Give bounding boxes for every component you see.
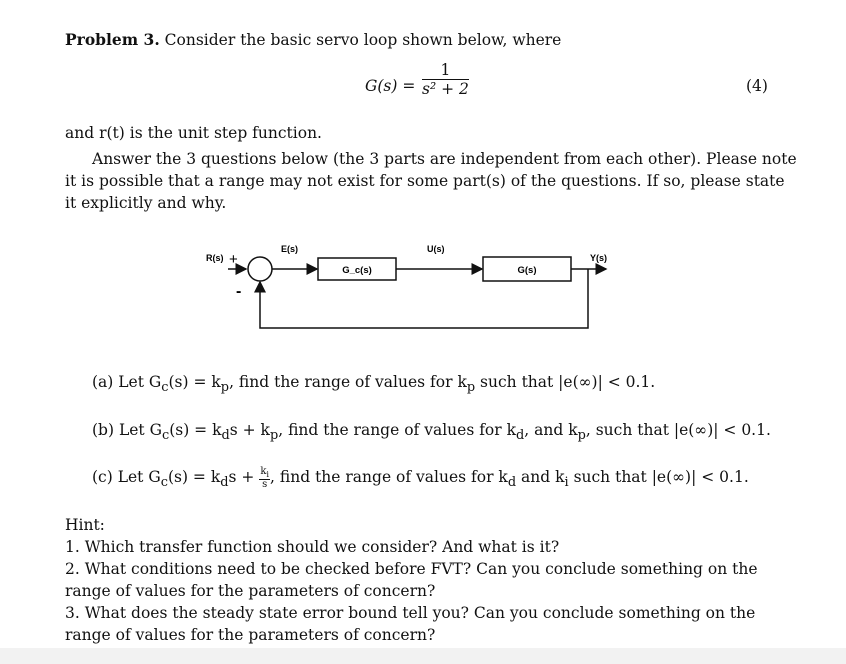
paragraph-line-3: it is possible that a range may not exist for some part(s) of the questions. If so, please state <box>65 172 785 190</box>
summing-junction <box>248 257 272 281</box>
minus-sign: - <box>236 283 242 300</box>
control-label: U(s) <box>427 244 445 254</box>
equation-numerator: 1 <box>422 61 469 80</box>
hint-line-3: range of values for the parameters of concern? <box>65 582 436 600</box>
ki-over-s-fraction: $\frac{k_i}{s}$ <box>260 465 270 490</box>
plant-label: G(s) <box>517 265 537 276</box>
question-a: (a) Let $G_c(s) = k_p$, find the range of values for $k_p$ such that |e(∞)| < 0.1. <box>92 373 656 396</box>
paragraph-line-4: it explicitly and why. <box>65 194 227 212</box>
input-label: R(s) <box>206 253 224 263</box>
question-b: (b) Let $G_c(s) = k_ds + k_p$, find the range of values for $k_d$, and $k_p$, such that |e(∞)| < 0.1. <box>92 421 771 444</box>
output-label: Y(s) <box>590 253 608 263</box>
question-c: (c) Let $G_c(s) = k_ds$ + $\frac{k_i}{s}$ , find the range of values for $k_d$ and $k_i$ such that |e(∞)| < 0.1. <box>92 465 749 491</box>
hint-line-1: 1. Which transfer function should we consider? And what is it? <box>65 538 560 556</box>
equation-number: (4) <box>746 77 768 95</box>
paragraph-line-2: Answer the 3 questions below (the 3 parts are independent from each other). Please note <box>92 150 797 168</box>
paragraph-line-1: and r(t) is the unit step function. <box>65 124 322 142</box>
page-bottom-edge <box>0 648 846 664</box>
problem-intro: Consider the basic servo loop shown below, where <box>164 31 562 49</box>
equation-lhs: G(s) = <box>365 77 416 95</box>
plus-sign: + <box>229 251 238 268</box>
hint-line-2: 2. What conditions need to be checked before FVT? Can you conclude something on the <box>65 560 758 578</box>
hint-title: Hint: <box>65 516 105 534</box>
error-label: E(s) <box>281 244 299 254</box>
problem-label: Problem 3. <box>65 30 160 49</box>
hint-line-4: 3. What does the steady state error bound tell you? Can you conclude something on the <box>65 604 756 622</box>
equation-denominator: s² + 2 <box>422 80 469 98</box>
controller-label: G_c(s) <box>342 265 372 276</box>
hint-line-5: range of values for the parameters of concern? <box>65 626 436 644</box>
